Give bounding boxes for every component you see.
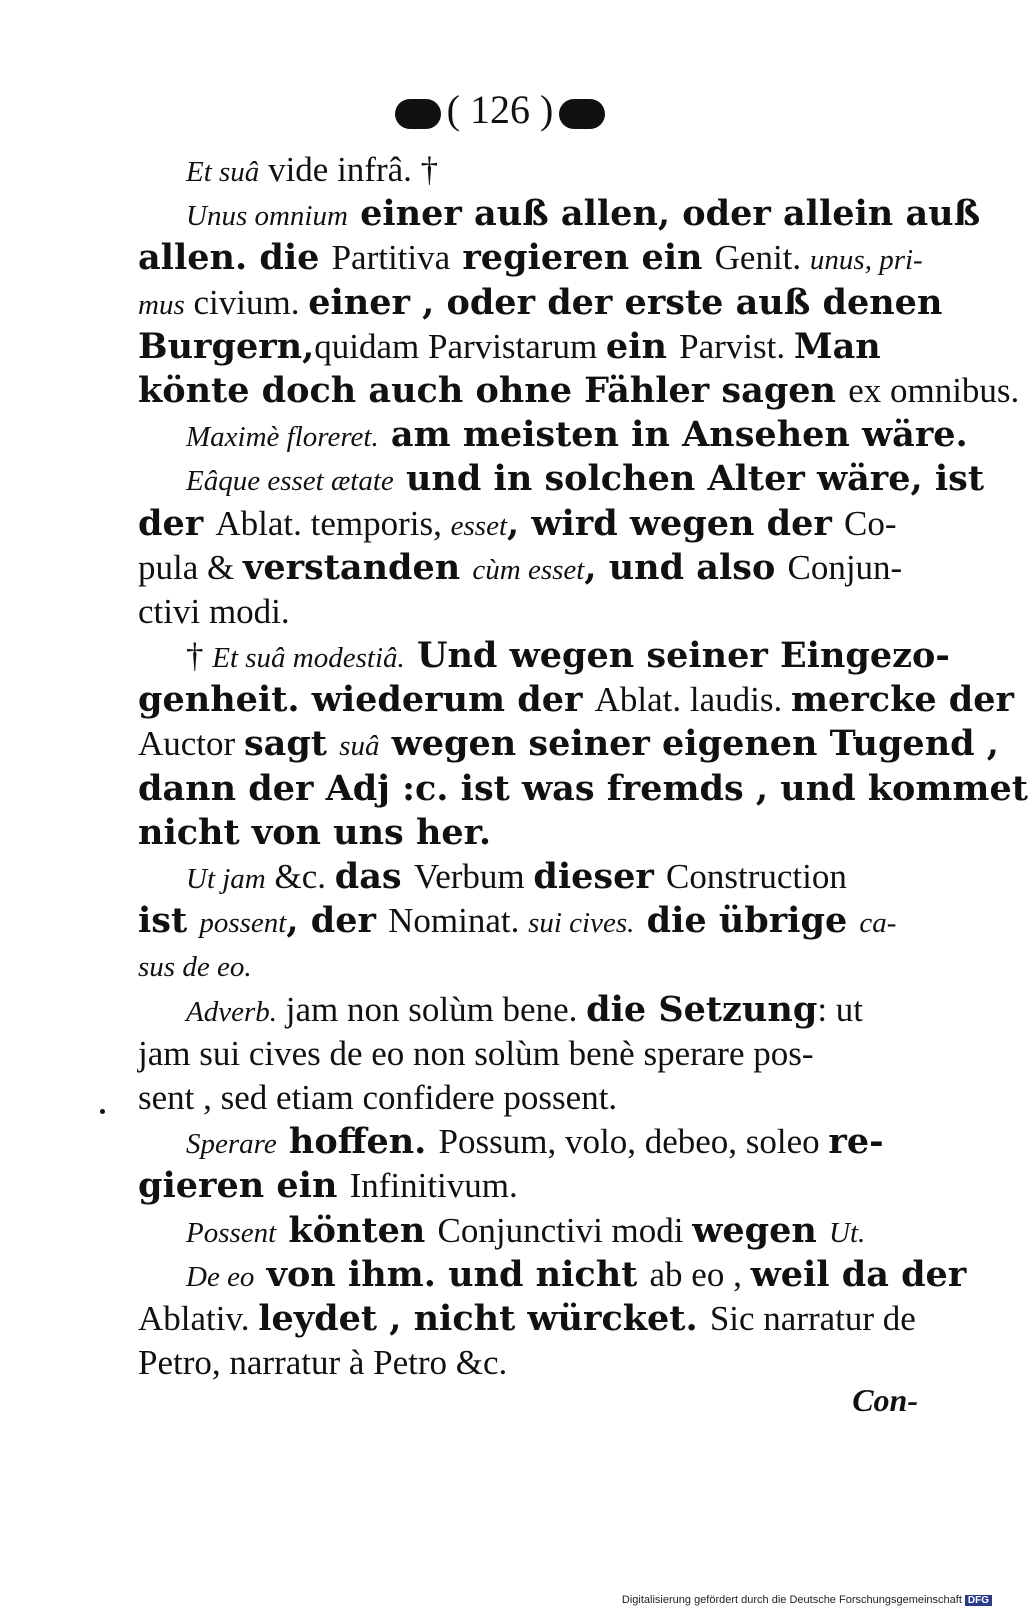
text-line — [138, 811, 938, 855]
text-segment: gieren ein — [138, 1165, 350, 1207]
text-segment: von ihm. und nicht — [254, 1253, 650, 1295]
text-segment: dann der Adj :c. ist was fremds , und kommet — [138, 767, 1028, 809]
text-line — [138, 899, 938, 943]
text-segment: ex omnibus. — [848, 370, 1020, 410]
text-segment: am meisten in Ansehen wäre. — [378, 414, 968, 456]
text-line — [138, 369, 1020, 413]
text-segment: wegen — [692, 1209, 830, 1251]
text-segment: Eâque esset ætate — [186, 465, 394, 498]
text-line — [138, 1209, 938, 1253]
text-segment: könten — [276, 1209, 438, 1251]
text-segment: Ut jam — [186, 863, 266, 895]
ornament-left-icon — [395, 99, 441, 129]
text-line — [138, 1076, 938, 1120]
text-segment: regieren ein — [450, 237, 715, 279]
text-line — [138, 281, 943, 325]
text-line — [138, 457, 985, 501]
text-segment: &c. — [265, 857, 335, 896]
ornament-right-icon — [559, 99, 605, 129]
text-segment: genheit. wiederum der — [138, 679, 595, 721]
text-segment: Maximè floreret. — [186, 421, 379, 454]
text-segment: : ut — [817, 989, 864, 1029]
text-segment: die Setzung — [586, 988, 818, 1030]
text-segment: Construction — [666, 857, 847, 896]
text-segment: Conjun- — [787, 547, 903, 587]
text-segment: Possent — [186, 1216, 277, 1249]
text-line — [138, 634, 950, 678]
text-segment: Adverb. — [186, 995, 277, 1028]
text-segment: † — [186, 636, 213, 676]
text-segment: Auctor — [138, 724, 244, 764]
text-segment: jam non solùm bene. — [277, 989, 587, 1029]
body-text — [138, 148, 1028, 1385]
text-segment: weil da der — [750, 1253, 967, 1295]
text-segment: nicht von uns her. — [138, 811, 492, 853]
text-segment: Ablativ. — [138, 1298, 259, 1338]
text-segment: Co- — [844, 503, 897, 543]
text-segment: der — [138, 502, 216, 544]
text-segment: suâ — [339, 730, 380, 763]
text-line — [138, 502, 938, 546]
catchword: Con- — [852, 1382, 918, 1418]
text-segment: Genit. — [714, 238, 810, 278]
credit-text: Digitalisierung gefördert durch die Deutsche Forschungsgemeinschaft — [621, 1594, 962, 1606]
text-segment: mus — [138, 288, 185, 321]
right-paren: ) — [540, 87, 554, 132]
text-segment: Und wegen seiner Eingezo- — [404, 635, 950, 677]
text-line — [138, 1341, 938, 1385]
text-segment: ist — [138, 900, 200, 942]
text-line — [138, 943, 938, 987]
text-segment: einer , oder der erste auß denen — [308, 281, 943, 323]
text-segment: quidam Parvistarum — [314, 326, 606, 366]
text-segment: re- — [828, 1121, 884, 1163]
text-line — [138, 590, 938, 634]
text-segment: sus de eo. — [138, 951, 252, 984]
text-segment: Parvist. — [679, 326, 794, 366]
text-segment: einer auß allen, oder allein auß — [347, 193, 981, 235]
text-segment: dieser — [533, 856, 667, 897]
text-segment: , wird wegen der — [507, 502, 845, 544]
text-segment: sui cives. — [528, 907, 635, 940]
text-segment: pula & — [138, 547, 243, 587]
text-segment: vide infrâ. † — [259, 150, 439, 189]
text-segment: hoffen. — [276, 1121, 439, 1163]
ink-speck — [100, 1109, 105, 1114]
text-line — [138, 988, 938, 1032]
text-line — [138, 1164, 938, 1208]
dfg-logo-icon: DFG — [965, 1595, 992, 1606]
text-segment: possent — [199, 907, 287, 940]
text-line — [138, 855, 938, 899]
text-segment: Ablat. temporis, — [215, 503, 451, 543]
text-segment: Et suâ modestiâ. — [212, 642, 405, 675]
text-segment: allen. die — [138, 237, 332, 279]
text-line — [138, 722, 999, 766]
digitization-credit — [622, 1594, 992, 1606]
text-segment: mercke der — [791, 679, 1014, 721]
text-segment: , der — [286, 900, 389, 942]
text-segment: cùm esset — [472, 553, 585, 586]
text-segment: esset — [450, 509, 507, 542]
text-segment: De eo — [186, 1260, 255, 1293]
text-segment: Possum, volo, debeo, soleo — [438, 1122, 829, 1162]
text-segment: das — [334, 856, 414, 897]
text-segment: Man — [793, 325, 881, 367]
text-segment: Nominat. — [388, 901, 529, 941]
text-segment: unus, pri- — [809, 244, 923, 277]
text-segment: könte doch auch ohne Fähler sagen — [138, 369, 849, 411]
text-segment: ca- — [859, 907, 897, 940]
text-segment: Sperare — [186, 1128, 277, 1161]
text-line — [138, 546, 938, 590]
text-segment: ab eo , — [649, 1254, 751, 1294]
text-segment: , und also — [584, 546, 788, 588]
text-line — [138, 192, 981, 236]
page-number: 126 — [470, 87, 530, 132]
text-segment: die übrige — [634, 900, 860, 942]
text-segment: Ablat. laudis. — [594, 680, 792, 720]
text-line — [138, 1253, 967, 1297]
text-segment: leydet , nicht würcket. — [258, 1297, 710, 1339]
text-segment: Partitiva — [331, 238, 451, 278]
text-line — [138, 413, 968, 457]
text-line — [138, 1120, 938, 1164]
text-line — [138, 325, 938, 369]
text-segment: Ut. — [829, 1216, 866, 1249]
text-segment: verstanden — [242, 546, 473, 588]
text-segment: Et suâ — [186, 156, 260, 188]
text-line — [138, 767, 1028, 811]
page-header — [0, 86, 1000, 134]
text-segment: Petro, narratur à Petro &c. — [138, 1343, 508, 1383]
text-line — [138, 1032, 938, 1076]
text-segment: Verbum — [413, 857, 534, 896]
text-segment: wegen seiner eigenen Tugend , — [379, 723, 999, 765]
text-segment: Unus omnium — [186, 200, 348, 233]
text-segment: ein — [605, 325, 680, 367]
text-segment: Infinitivum. — [349, 1166, 518, 1206]
text-segment: jam sui cives de eo non solùm benè sperare pos- — [138, 1033, 814, 1073]
text-segment: sent , sed etiam confidere possent. — [138, 1077, 618, 1117]
text-line — [138, 1297, 938, 1341]
left-paren: ( — [446, 87, 460, 132]
text-segment: sagt — [243, 723, 340, 765]
text-segment: Sic narratur de — [709, 1298, 916, 1338]
text-line — [138, 236, 938, 280]
text-segment: Conjunctivi modi — [437, 1210, 693, 1250]
text-segment: und in solchen Alter wäre, ist — [393, 458, 985, 500]
text-line — [138, 148, 938, 192]
text-segment: ctivi modi. — [138, 591, 290, 631]
text-line — [138, 678, 1014, 722]
text-segment: civium. — [184, 282, 309, 322]
text-segment: Burgern, — [138, 325, 315, 367]
